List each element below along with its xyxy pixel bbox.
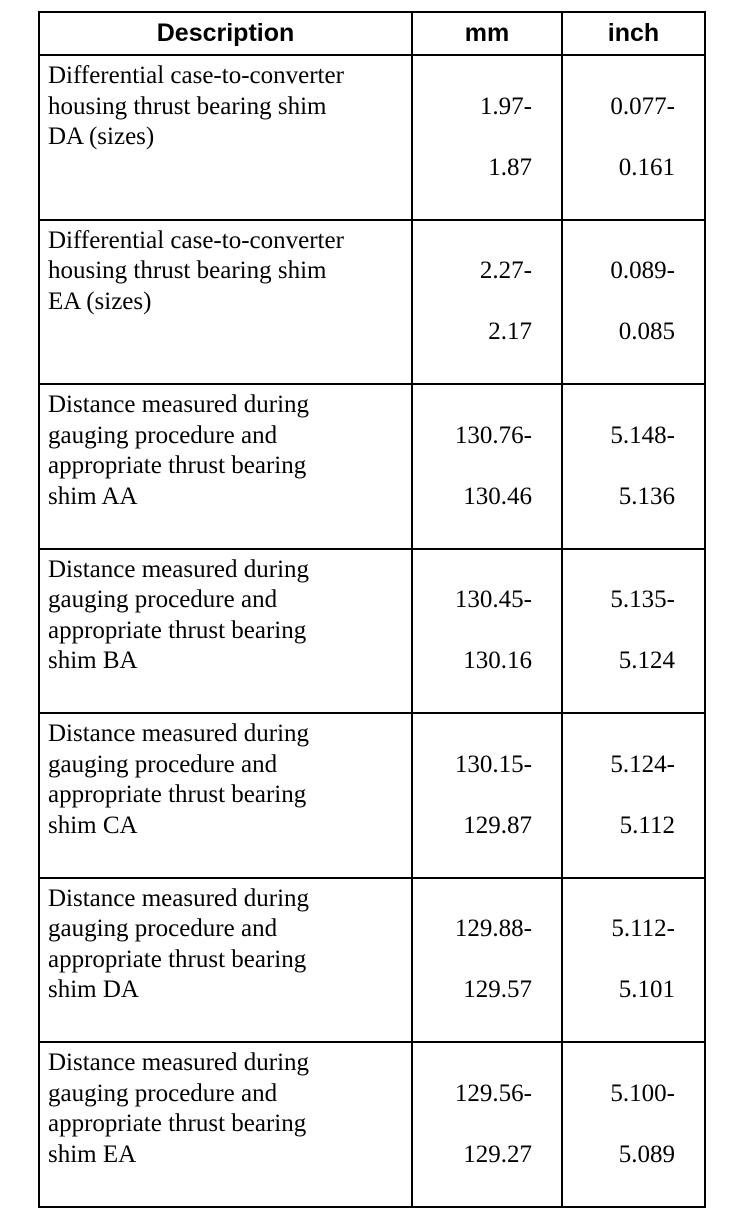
description-cell: [39, 220, 412, 385]
shim-specification-table: [38, 11, 706, 1208]
inch-lower-value: 0.085: [618, 318, 675, 345]
description-line: Distance measured during: [48, 1049, 310, 1076]
inch-cell: [562, 878, 705, 1043]
description-line: Distance measured during: [48, 884, 310, 912]
inch-cell: [562, 55, 705, 220]
header-description: Description: [39, 12, 412, 55]
inch-cell: [562, 220, 705, 385]
table-row: [39, 384, 705, 549]
inch-upper-value: 5.124-: [610, 750, 675, 778]
description-line: EA (sizes): [48, 287, 152, 315]
description-cell: [39, 549, 412, 714]
description-line: Distance measured during: [48, 720, 310, 747]
description-line: appropriate thrust bearing: [48, 452, 307, 479]
description-line: appropriate thrust bearing: [48, 616, 307, 644]
header-row: [39, 12, 705, 55]
description-cell: [39, 55, 412, 220]
mm-cell: [412, 878, 562, 1043]
mm-lower-value: 130.46: [463, 482, 532, 510]
mm-upper-value: 129.88-: [454, 915, 532, 942]
mm-cell: [412, 55, 562, 220]
description-cell: [39, 1042, 412, 1207]
inch-lower-value: 5.089: [618, 1140, 675, 1168]
description-line: housing thrust bearing shim: [48, 257, 327, 284]
description-line: Differential case-to-converter: [48, 226, 344, 254]
header-inch: inch: [562, 12, 705, 55]
inch-cell: [562, 713, 705, 878]
description-line: DA (sizes): [48, 123, 155, 150]
mm-lower-value: 130.16: [463, 647, 532, 674]
inch-upper-value: 0.089-: [610, 257, 675, 284]
description-line: shim EA: [48, 1140, 137, 1168]
inch-lower-value: 5.136: [618, 482, 675, 510]
table-row: [39, 220, 705, 385]
inch-upper-value: 0.077-: [610, 92, 675, 120]
inch-upper-value: 5.148-: [610, 421, 675, 449]
mm-cell: [412, 549, 562, 714]
inch-lower-value: 5.101: [618, 976, 675, 1003]
description-line: gauging procedure and: [48, 750, 278, 778]
mm-upper-value: 130.76-: [454, 421, 532, 449]
description-line: Distance measured during: [48, 391, 310, 418]
mm-upper-value: 1.97-: [479, 92, 532, 120]
inch-cell: [562, 384, 705, 549]
inch-lower-value: 0.161: [618, 153, 675, 181]
mm-upper-value: 129.56-: [454, 1079, 532, 1107]
description-line: appropriate thrust bearing: [48, 945, 307, 973]
description-line: Differential case-to-converter: [48, 62, 344, 89]
inch-cell: [562, 1042, 705, 1207]
table-row: [39, 1042, 705, 1207]
description-line: appropriate thrust bearing: [48, 1110, 307, 1137]
table-row: [39, 878, 705, 1043]
inch-upper-value: 5.135-: [610, 586, 675, 613]
mm-upper-value: 130.45-: [454, 586, 532, 613]
mm-cell: [412, 220, 562, 385]
description-line: shim AA: [48, 482, 138, 510]
header-mm: mm: [412, 12, 562, 55]
inch-upper-value: 5.100-: [610, 1079, 675, 1107]
mm-lower-value: 129.57: [463, 976, 532, 1003]
mm-cell: [412, 384, 562, 549]
description-cell: [39, 878, 412, 1043]
description-line: Distance measured during: [48, 555, 310, 583]
table-row: [39, 549, 705, 714]
description-line: gauging procedure and: [48, 421, 278, 449]
description-cell: [39, 713, 412, 878]
mm-cell: [412, 713, 562, 878]
mm-lower-value: 129.87: [463, 811, 532, 839]
description-line: shim BA: [48, 647, 138, 674]
description-line: gauging procedure and: [48, 586, 278, 613]
inch-lower-value: 5.124: [618, 647, 675, 674]
table-row: [39, 55, 705, 220]
mm-lower-value: 129.27: [463, 1140, 532, 1168]
mm-lower-value: 1.87: [488, 153, 532, 181]
mm-upper-value: 130.15-: [454, 750, 532, 778]
table-row: [39, 713, 705, 878]
description-line: appropriate thrust bearing: [48, 781, 307, 808]
description-line: shim DA: [48, 976, 139, 1003]
mm-lower-value: 2.17: [488, 318, 532, 345]
description-cell: [39, 384, 412, 549]
description-line: housing thrust bearing shim: [48, 92, 327, 120]
description-line: shim CA: [48, 811, 138, 839]
mm-cell: [412, 1042, 562, 1207]
inch-cell: [562, 549, 705, 714]
description-line: gauging procedure and: [48, 915, 278, 942]
inch-upper-value: 5.112-: [611, 915, 675, 942]
description-line: gauging procedure and: [48, 1079, 278, 1107]
mm-upper-value: 2.27-: [479, 257, 532, 284]
inch-lower-value: 5.112: [619, 811, 675, 839]
